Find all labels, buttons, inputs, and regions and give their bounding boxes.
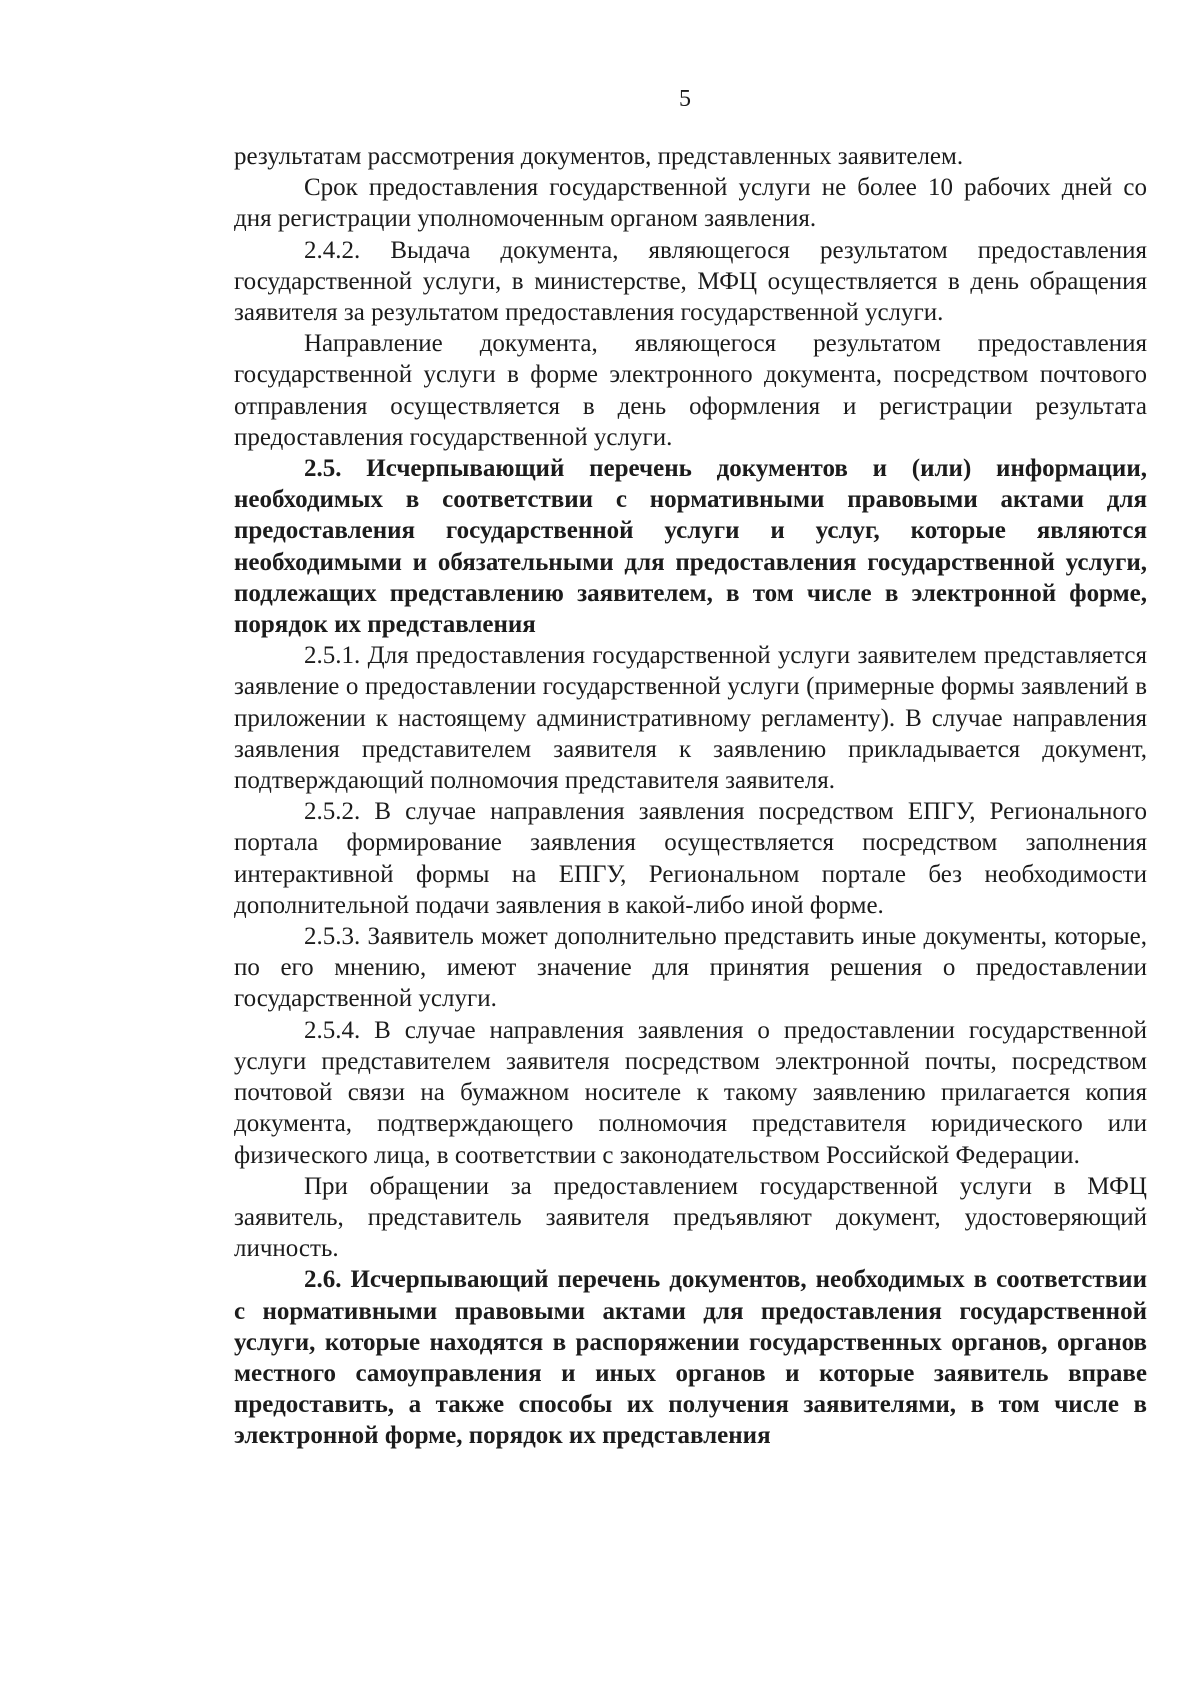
paragraph-deadline: Срок предоставления государственной услуги не более 10 рабочих дней со дня регистрации уполномоченным органом заявления.	[234, 174, 1147, 233]
paragraph-continuation: результатам рассмотрения документов, представленных заявителем.	[234, 143, 964, 170]
page-number: 5	[679, 86, 691, 112]
paragraph-electronic-delivery: Направление документа, являющегося результатом предоставления государственной услуги в форме электронного документа, посредством почтового отправления осуществляется в день оформления и регистрации результата предоставления государственной услуги.	[234, 330, 1147, 451]
paragraph-2-5-3: 2.5.3. Заявитель может дополнительно представить иные документы, которые, по его мнению, имеют значение для принятия решения о предоставлении государственной услуги.	[234, 923, 1147, 1013]
paragraph-2-5-4: 2.5.4. В случае направления заявления о предоставлении государственной услуги представителем заявителя посредством электронной почты, посредством почтовой связи на бумажном носителе к такому заявлению прилагается копия документа, подтверждающего полномочия представителя юридического или физического лица, в соответствии с законодательством Российской Федерации.	[234, 1016, 1147, 1169]
paragraph-mfc-identity: При обращении за предоставлением государственной услуги в МФЦ заявитель, представитель заявителя предъявляют документ, удостоверяющий личность.	[234, 1172, 1147, 1263]
section-heading-2-5: 2.5. Исчерпывающий перечень документов и (или) информации, необходимых в соответствии с нормативными правовыми актами для предоставления государственной услуги и услуг, которые являются необходимыми и обязательными для предоставления государственной услуги, подлежащих представлению заявителем, в том числе в электронной форме, порядок их представления	[234, 455, 1147, 639]
paragraph-2-5-2: 2.5.2. В случае направления заявления посредством ЕПГУ, Регионального портала формирование заявления осуществляется посредством заполнения интерактивной формы на ЕПГУ, Региональном портале без необходимости дополнительной подачи заявления в какой-либо иной форме.	[234, 798, 1147, 919]
paragraph-2-4-2: 2.4.2. Выдача документа, являющегося результатом предоставления государственной услуги, в министерстве, МФЦ осуществляется в день обращения заявителя за результатом предоставления государственной услуги.	[234, 236, 1147, 327]
section-heading-2-6: 2.6. Исчерпывающий перечень документов, необходимых в соответствии с нормативными правовыми актами для предоставления государственной услуги, которые находятся в распоряжении государственных органов, органов местного самоуправления и иных органов и которые заявитель вправе предоставить, а также способы их получения заявителями, в том числе в электронной форме, порядок их представления	[234, 1266, 1147, 1450]
document-body	[234, 141, 1147, 1452]
paragraph-2-5-1: 2.5.1. Для предоставления государственной услуги заявителем представляется заявление о предоставлении государственной услуги (примерные формы заявлений в приложении к настоящему административному регламенту). В случае направления заявления представителем заявителя к заявлению прикладывается документ, подтверждающий полномочия представителя заявителя.	[234, 642, 1147, 795]
